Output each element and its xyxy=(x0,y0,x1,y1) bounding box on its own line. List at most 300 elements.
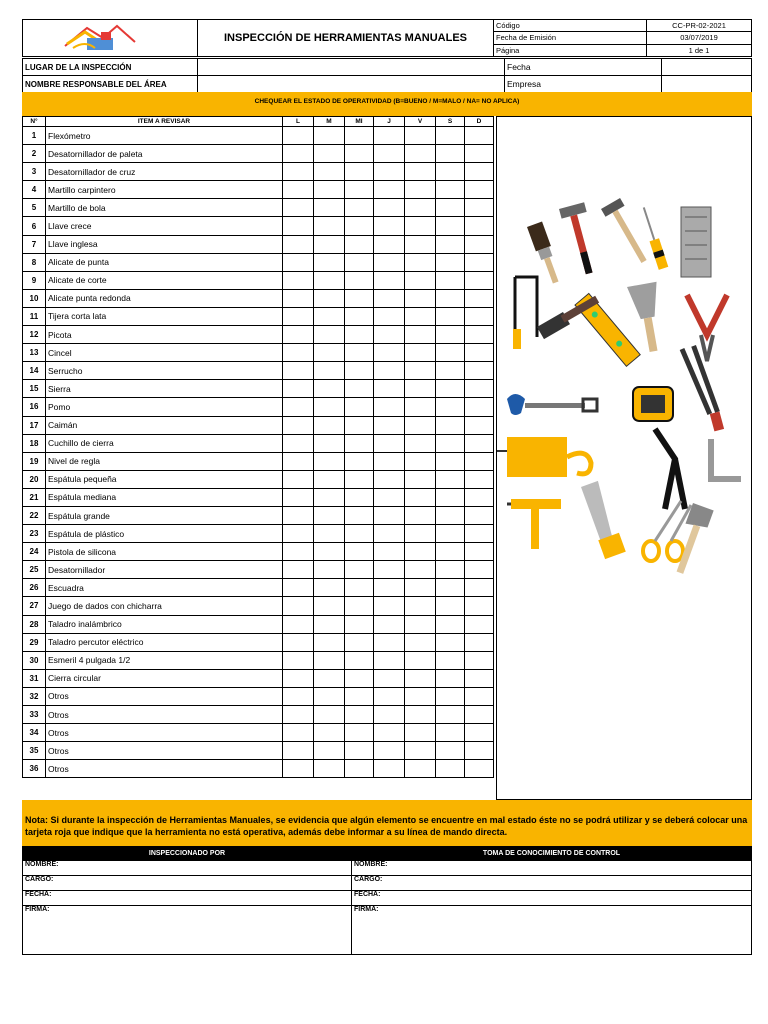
day-check-cell[interactable] xyxy=(436,127,465,145)
day-check-cell[interactable] xyxy=(314,597,345,615)
row-number: 3 xyxy=(23,163,46,181)
left-cargo-field[interactable]: CARGO: xyxy=(23,876,352,891)
day-check-cell[interactable] xyxy=(405,163,436,181)
day-check-cell[interactable] xyxy=(436,543,465,561)
day-check-cell[interactable] xyxy=(283,561,314,579)
day-check-cell[interactable] xyxy=(405,344,436,362)
table-row xyxy=(23,344,494,362)
day-check-cell[interactable] xyxy=(436,525,465,543)
day-check-cell[interactable] xyxy=(345,724,374,742)
day-check-cell[interactable] xyxy=(345,760,374,778)
day-check-cell[interactable] xyxy=(283,199,314,217)
lugar-field[interactable] xyxy=(198,59,505,76)
day-check-cell[interactable] xyxy=(345,416,374,434)
day-check-cell[interactable] xyxy=(314,525,345,543)
day-check-cell[interactable] xyxy=(374,470,405,488)
day-check-cell[interactable] xyxy=(465,687,494,705)
day-check-cell[interactable] xyxy=(374,724,405,742)
day-check-cell[interactable] xyxy=(345,579,374,597)
day-check-cell[interactable] xyxy=(314,742,345,760)
day-check-cell[interactable] xyxy=(314,235,345,253)
day-check-cell[interactable] xyxy=(465,380,494,398)
day-check-cell[interactable] xyxy=(436,687,465,705)
day-check-cell[interactable] xyxy=(436,398,465,416)
day-check-cell[interactable] xyxy=(314,217,345,235)
day-check-cell[interactable] xyxy=(345,217,374,235)
day-check-cell[interactable] xyxy=(283,362,314,380)
day-check-cell[interactable] xyxy=(465,506,494,524)
day-check-cell[interactable] xyxy=(345,452,374,470)
day-check-cell[interactable] xyxy=(283,127,314,145)
day-check-cell[interactable] xyxy=(405,217,436,235)
day-check-cell[interactable] xyxy=(405,235,436,253)
day-check-cell[interactable] xyxy=(314,434,345,452)
day-check-cell[interactable] xyxy=(283,344,314,362)
day-check-cell[interactable] xyxy=(465,289,494,307)
day-check-cell[interactable] xyxy=(436,217,465,235)
day-check-cell[interactable] xyxy=(283,706,314,724)
table-row xyxy=(23,163,494,181)
day-check-cell[interactable] xyxy=(283,760,314,778)
row-number: 26 xyxy=(23,579,46,597)
day-check-cell[interactable] xyxy=(436,506,465,524)
day-check-cell[interactable] xyxy=(405,398,436,416)
day-check-cell[interactable] xyxy=(465,127,494,145)
item-label: Desatornillador de paleta xyxy=(46,145,283,163)
day-check-cell[interactable] xyxy=(345,181,374,199)
col-item: ITEM A REVISAR xyxy=(46,117,283,127)
day-check-cell[interactable] xyxy=(436,416,465,434)
day-check-cell[interactable] xyxy=(283,398,314,416)
day-check-cell[interactable] xyxy=(436,163,465,181)
fecha-field[interactable] xyxy=(662,59,752,76)
day-check-cell[interactable] xyxy=(283,163,314,181)
day-check-cell[interactable] xyxy=(374,452,405,470)
day-check-cell[interactable] xyxy=(345,344,374,362)
day-check-cell[interactable] xyxy=(405,525,436,543)
left-fecha-field[interactable]: FECHA: xyxy=(23,891,352,906)
day-check-cell[interactable] xyxy=(465,561,494,579)
day-check-cell[interactable] xyxy=(345,742,374,760)
day-check-cell[interactable] xyxy=(374,615,405,633)
day-check-cell[interactable] xyxy=(405,706,436,724)
day-check-cell[interactable] xyxy=(374,597,405,615)
day-check-cell[interactable] xyxy=(405,760,436,778)
day-check-cell[interactable] xyxy=(465,307,494,325)
day-check-cell[interactable] xyxy=(345,470,374,488)
day-check-cell[interactable] xyxy=(436,561,465,579)
day-check-cell[interactable] xyxy=(436,307,465,325)
day-check-cell[interactable] xyxy=(345,434,374,452)
day-check-cell[interactable] xyxy=(405,253,436,271)
day-check-cell[interactable] xyxy=(314,199,345,217)
day-check-cell[interactable] xyxy=(405,506,436,524)
day-check-cell[interactable] xyxy=(374,326,405,344)
day-check-cell[interactable] xyxy=(345,506,374,524)
day-check-cell[interactable] xyxy=(314,163,345,181)
day-check-cell[interactable] xyxy=(436,326,465,344)
day-check-cell[interactable] xyxy=(345,326,374,344)
row-number: 1 xyxy=(23,127,46,145)
day-check-cell[interactable] xyxy=(283,651,314,669)
day-check-cell[interactable] xyxy=(374,145,405,163)
day-check-cell[interactable] xyxy=(436,706,465,724)
day-check-cell[interactable] xyxy=(314,380,345,398)
day-check-cell[interactable] xyxy=(465,633,494,651)
day-check-cell[interactable] xyxy=(436,470,465,488)
day-check-cell[interactable] xyxy=(436,271,465,289)
day-check-cell[interactable] xyxy=(465,217,494,235)
day-check-cell[interactable] xyxy=(345,145,374,163)
left-nombre-field[interactable]: NOMBRE: xyxy=(23,861,352,876)
day-check-cell[interactable] xyxy=(436,633,465,651)
day-check-cell[interactable] xyxy=(283,543,314,561)
day-check-cell[interactable] xyxy=(436,199,465,217)
day-check-cell[interactable] xyxy=(374,416,405,434)
day-check-cell[interactable] xyxy=(345,597,374,615)
day-check-cell[interactable] xyxy=(374,506,405,524)
day-check-cell[interactable] xyxy=(465,145,494,163)
day-check-cell[interactable] xyxy=(465,742,494,760)
day-check-cell[interactable] xyxy=(405,434,436,452)
day-check-cell[interactable] xyxy=(345,271,374,289)
day-check-cell[interactable] xyxy=(405,199,436,217)
day-check-cell[interactable] xyxy=(374,199,405,217)
day-check-cell[interactable] xyxy=(436,452,465,470)
day-check-cell[interactable] xyxy=(405,669,436,687)
empresa-field[interactable] xyxy=(662,76,752,93)
emision-value: 03/07/2019 xyxy=(647,32,752,44)
day-check-cell[interactable] xyxy=(374,742,405,760)
day-check-cell[interactable] xyxy=(314,362,345,380)
day-check-cell[interactable] xyxy=(465,235,494,253)
day-check-cell[interactable] xyxy=(283,217,314,235)
day-check-cell[interactable] xyxy=(374,398,405,416)
day-check-cell[interactable] xyxy=(405,380,436,398)
day-check-cell[interactable] xyxy=(405,687,436,705)
col-day: L xyxy=(283,117,314,127)
day-check-cell[interactable] xyxy=(465,253,494,271)
day-check-cell[interactable] xyxy=(314,181,345,199)
day-check-cell[interactable] xyxy=(405,271,436,289)
day-check-cell[interactable] xyxy=(436,597,465,615)
day-check-cell[interactable] xyxy=(314,687,345,705)
day-check-cell[interactable] xyxy=(345,380,374,398)
day-check-cell[interactable] xyxy=(345,289,374,307)
day-check-cell[interactable] xyxy=(283,326,314,344)
day-check-cell[interactable] xyxy=(345,633,374,651)
day-check-cell[interactable] xyxy=(465,398,494,416)
table-row xyxy=(23,145,494,163)
day-check-cell[interactable] xyxy=(436,579,465,597)
day-check-cell[interactable] xyxy=(405,633,436,651)
day-check-cell[interactable] xyxy=(314,344,345,362)
table-row xyxy=(23,597,494,615)
day-check-cell[interactable] xyxy=(345,362,374,380)
day-check-cell[interactable] xyxy=(314,127,345,145)
day-check-cell[interactable] xyxy=(345,235,374,253)
day-check-cell[interactable] xyxy=(314,416,345,434)
day-check-cell[interactable] xyxy=(314,307,345,325)
day-check-cell[interactable] xyxy=(465,181,494,199)
table-row xyxy=(23,380,494,398)
day-check-cell[interactable] xyxy=(465,470,494,488)
item-label: Alicate de corte xyxy=(46,271,283,289)
day-check-cell[interactable] xyxy=(374,434,405,452)
day-check-cell[interactable] xyxy=(314,271,345,289)
day-check-cell[interactable] xyxy=(283,145,314,163)
day-check-cell[interactable] xyxy=(436,669,465,687)
day-check-cell[interactable] xyxy=(314,633,345,651)
emision-label: Fecha de Emisión xyxy=(494,32,647,44)
day-check-cell[interactable] xyxy=(345,615,374,633)
day-check-cell[interactable] xyxy=(345,488,374,506)
day-check-cell[interactable] xyxy=(436,651,465,669)
day-check-cell[interactable] xyxy=(405,470,436,488)
day-check-cell[interactable] xyxy=(345,561,374,579)
day-check-cell[interactable] xyxy=(345,525,374,543)
day-check-cell[interactable] xyxy=(314,452,345,470)
day-check-cell[interactable] xyxy=(314,579,345,597)
day-check-cell[interactable] xyxy=(436,235,465,253)
item-label: Caimán xyxy=(46,416,283,434)
day-check-cell[interactable] xyxy=(283,253,314,271)
day-check-cell[interactable] xyxy=(283,525,314,543)
day-check-cell[interactable] xyxy=(465,724,494,742)
day-check-cell[interactable] xyxy=(405,416,436,434)
day-check-cell[interactable] xyxy=(314,145,345,163)
item-label: Cuchillo de cierra xyxy=(46,434,283,452)
day-check-cell[interactable] xyxy=(283,633,314,651)
row-number: 9 xyxy=(23,271,46,289)
day-check-cell[interactable] xyxy=(405,362,436,380)
day-check-cell[interactable] xyxy=(283,506,314,524)
day-check-cell[interactable] xyxy=(345,127,374,145)
day-check-cell[interactable] xyxy=(465,326,494,344)
day-check-cell[interactable] xyxy=(465,362,494,380)
day-check-cell[interactable] xyxy=(374,217,405,235)
row-number: 5 xyxy=(23,199,46,217)
day-check-cell[interactable] xyxy=(345,307,374,325)
day-check-cell[interactable] xyxy=(374,380,405,398)
table-row xyxy=(23,506,494,524)
day-check-cell[interactable] xyxy=(374,651,405,669)
day-check-cell[interactable] xyxy=(374,543,405,561)
day-check-cell[interactable] xyxy=(345,706,374,724)
day-check-cell[interactable] xyxy=(314,669,345,687)
table-row xyxy=(23,742,494,760)
row-number: 30 xyxy=(23,651,46,669)
day-check-cell[interactable] xyxy=(405,145,436,163)
day-check-cell[interactable] xyxy=(314,398,345,416)
left-firma-field[interactable]: FIRMA: xyxy=(23,906,352,955)
day-check-cell[interactable] xyxy=(283,470,314,488)
day-check-cell[interactable] xyxy=(436,380,465,398)
day-check-cell[interactable] xyxy=(436,145,465,163)
day-check-cell[interactable] xyxy=(345,543,374,561)
right-firma-field[interactable]: FIRMA: xyxy=(352,906,752,955)
day-check-cell[interactable] xyxy=(345,651,374,669)
day-check-cell[interactable] xyxy=(465,525,494,543)
day-check-cell[interactable] xyxy=(314,651,345,669)
day-check-cell[interactable] xyxy=(405,543,436,561)
day-check-cell[interactable] xyxy=(465,651,494,669)
day-check-cell[interactable] xyxy=(374,271,405,289)
right-nombre-field[interactable]: NOMBRE: xyxy=(352,861,752,876)
day-check-cell[interactable] xyxy=(405,127,436,145)
day-check-cell[interactable] xyxy=(314,706,345,724)
day-check-cell[interactable] xyxy=(374,235,405,253)
day-check-cell[interactable] xyxy=(436,253,465,271)
day-check-cell[interactable] xyxy=(405,181,436,199)
day-check-cell[interactable] xyxy=(314,506,345,524)
day-check-cell[interactable] xyxy=(374,307,405,325)
day-check-cell[interactable] xyxy=(465,434,494,452)
day-check-cell[interactable] xyxy=(374,687,405,705)
day-check-cell[interactable] xyxy=(436,615,465,633)
responsable-field[interactable] xyxy=(198,76,505,93)
day-check-cell[interactable] xyxy=(405,307,436,325)
day-check-cell[interactable] xyxy=(465,760,494,778)
item-label: Serrucho xyxy=(46,362,283,380)
day-check-cell[interactable] xyxy=(374,488,405,506)
day-check-cell[interactable] xyxy=(283,380,314,398)
right-cargo-field[interactable]: CARGO: xyxy=(352,876,752,891)
day-check-cell[interactable] xyxy=(374,253,405,271)
day-check-cell[interactable] xyxy=(374,561,405,579)
day-check-cell[interactable] xyxy=(465,706,494,724)
day-check-cell[interactable] xyxy=(405,561,436,579)
item-label: Otros xyxy=(46,742,283,760)
day-check-cell[interactable] xyxy=(405,651,436,669)
table-row xyxy=(23,434,494,452)
right-fecha-field[interactable]: FECHA: xyxy=(352,891,752,906)
day-check-cell[interactable] xyxy=(374,289,405,307)
item-label: Espátula mediana xyxy=(46,488,283,506)
day-check-cell[interactable] xyxy=(405,742,436,760)
day-check-cell[interactable] xyxy=(465,344,494,362)
day-check-cell[interactable] xyxy=(314,724,345,742)
day-check-cell[interactable] xyxy=(374,163,405,181)
day-check-cell[interactable] xyxy=(465,199,494,217)
day-check-cell[interactable] xyxy=(465,488,494,506)
day-check-cell[interactable] xyxy=(436,488,465,506)
day-check-cell[interactable] xyxy=(283,289,314,307)
day-check-cell[interactable] xyxy=(465,163,494,181)
day-check-cell[interactable] xyxy=(436,760,465,778)
day-check-cell[interactable] xyxy=(465,669,494,687)
day-check-cell[interactable] xyxy=(436,289,465,307)
day-check-cell[interactable] xyxy=(405,724,436,742)
row-number: 10 xyxy=(23,289,46,307)
day-check-cell[interactable] xyxy=(465,615,494,633)
day-check-cell[interactable] xyxy=(345,687,374,705)
day-check-cell[interactable] xyxy=(283,416,314,434)
day-check-cell[interactable] xyxy=(374,181,405,199)
day-check-cell[interactable] xyxy=(314,760,345,778)
day-check-cell[interactable] xyxy=(314,253,345,271)
day-check-cell[interactable] xyxy=(283,271,314,289)
day-check-cell[interactable] xyxy=(465,597,494,615)
day-check-cell[interactable] xyxy=(405,488,436,506)
day-check-cell[interactable] xyxy=(345,253,374,271)
day-check-cell[interactable] xyxy=(345,398,374,416)
day-check-cell[interactable] xyxy=(374,760,405,778)
day-check-cell[interactable] xyxy=(465,543,494,561)
day-check-cell[interactable] xyxy=(374,579,405,597)
day-check-cell[interactable] xyxy=(436,434,465,452)
day-check-cell[interactable] xyxy=(314,543,345,561)
day-check-cell[interactable] xyxy=(283,488,314,506)
day-check-cell[interactable] xyxy=(283,597,314,615)
day-check-cell[interactable] xyxy=(465,579,494,597)
day-check-cell[interactable] xyxy=(283,235,314,253)
day-check-cell[interactable] xyxy=(405,326,436,344)
day-check-cell[interactable] xyxy=(465,416,494,434)
table-row xyxy=(23,543,494,561)
table-row xyxy=(23,579,494,597)
table-row xyxy=(23,199,494,217)
day-check-cell[interactable] xyxy=(283,687,314,705)
day-check-cell[interactable] xyxy=(374,633,405,651)
day-check-cell[interactable] xyxy=(436,742,465,760)
day-check-cell[interactable] xyxy=(436,724,465,742)
row-number: 14 xyxy=(23,362,46,380)
day-check-cell[interactable] xyxy=(405,579,436,597)
day-check-cell[interactable] xyxy=(374,525,405,543)
day-check-cell[interactable] xyxy=(465,271,494,289)
day-check-cell[interactable] xyxy=(283,615,314,633)
day-check-cell[interactable] xyxy=(374,362,405,380)
day-check-cell[interactable] xyxy=(436,344,465,362)
day-check-cell[interactable] xyxy=(405,615,436,633)
row-number: 7 xyxy=(23,235,46,253)
table-row xyxy=(23,416,494,434)
day-check-cell[interactable] xyxy=(283,669,314,687)
day-check-cell[interactable] xyxy=(283,434,314,452)
day-check-cell[interactable] xyxy=(436,362,465,380)
day-check-cell[interactable] xyxy=(283,579,314,597)
day-check-cell[interactable] xyxy=(374,706,405,724)
day-check-cell[interactable] xyxy=(345,669,374,687)
day-check-cell[interactable] xyxy=(465,452,494,470)
day-check-cell[interactable] xyxy=(405,452,436,470)
day-check-cell[interactable] xyxy=(283,452,314,470)
day-check-cell[interactable] xyxy=(405,597,436,615)
day-check-cell[interactable] xyxy=(345,199,374,217)
day-check-cell[interactable] xyxy=(283,181,314,199)
day-check-cell[interactable] xyxy=(345,163,374,181)
row-number: 25 xyxy=(23,561,46,579)
day-check-cell[interactable] xyxy=(436,181,465,199)
day-check-cell[interactable] xyxy=(374,127,405,145)
day-check-cell[interactable] xyxy=(314,615,345,633)
day-check-cell[interactable] xyxy=(283,307,314,325)
day-check-cell[interactable] xyxy=(314,289,345,307)
day-check-cell[interactable] xyxy=(314,326,345,344)
day-check-cell[interactable] xyxy=(283,724,314,742)
day-check-cell[interactable] xyxy=(405,289,436,307)
day-check-cell[interactable] xyxy=(314,561,345,579)
day-check-cell[interactable] xyxy=(314,488,345,506)
day-check-cell[interactable] xyxy=(374,344,405,362)
company-logo xyxy=(23,20,198,57)
day-check-cell[interactable] xyxy=(374,669,405,687)
item-label: Cierra circular xyxy=(46,669,283,687)
day-check-cell[interactable] xyxy=(314,470,345,488)
day-check-cell[interactable] xyxy=(283,742,314,760)
row-number: 33 xyxy=(23,706,46,724)
